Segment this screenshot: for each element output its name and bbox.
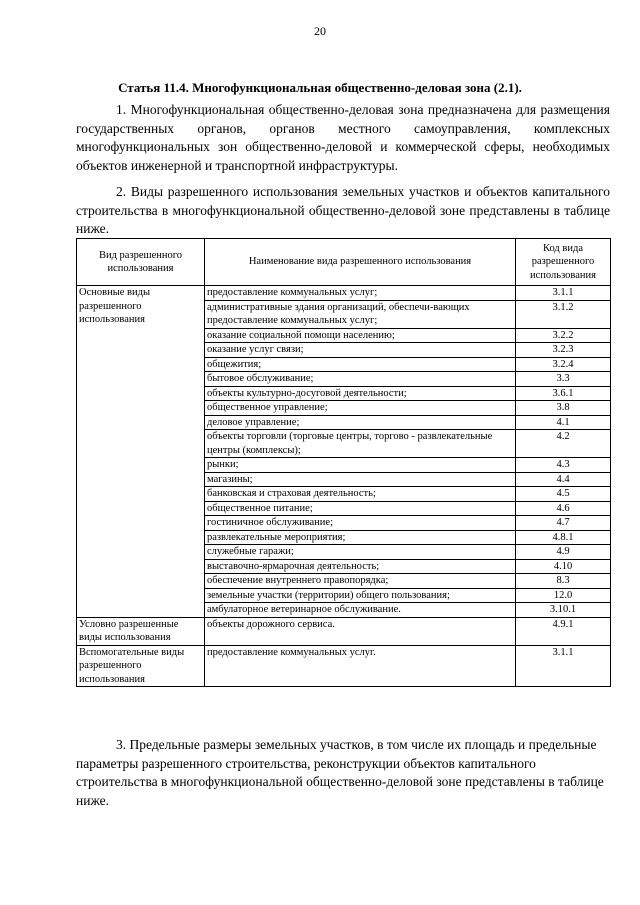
use-name: общественное питание; bbox=[205, 501, 516, 516]
use-code: 4.9.1 bbox=[516, 617, 611, 645]
paragraph-3: 3. Предельные размеры земельных участков, в том числе их площадь и предельные параметры разрешенного строительства, реконструкции объектов капитального строительства в многофункциональной общественно-деловой зоне представлены в таблице ниже. bbox=[76, 737, 604, 808]
category-main: Основные виды разрешенного использования bbox=[77, 286, 205, 618]
use-name: служебные гаражи; bbox=[205, 545, 516, 560]
auxiliary-uses-group bbox=[77, 645, 611, 687]
use-name: выставочно-ярмарочная деятельность; bbox=[205, 559, 516, 574]
table-header-row bbox=[77, 239, 611, 286]
use-code: 3.3 bbox=[516, 372, 611, 387]
use-name: оказание услуг связи; bbox=[205, 343, 516, 358]
use-code: 3.2.2 bbox=[516, 328, 611, 343]
use-name: развлекательные мероприятия; bbox=[205, 530, 516, 545]
table-row bbox=[77, 286, 611, 301]
use-code: 4.2 bbox=[516, 430, 611, 458]
use-code: 4.9 bbox=[516, 545, 611, 560]
use-code: 4.1 bbox=[516, 415, 611, 430]
use-code: 4.6 bbox=[516, 501, 611, 516]
use-code: 4.10 bbox=[516, 559, 611, 574]
use-name: объекты дорожного сервиса. bbox=[205, 617, 516, 645]
use-name: обеспечение внутреннего правопорядка; bbox=[205, 574, 516, 589]
use-name: общежития; bbox=[205, 357, 516, 372]
use-name: бытовое обслуживание; bbox=[205, 372, 516, 387]
use-code: 4.5 bbox=[516, 487, 611, 502]
use-name: объекты торговли (торговые центры, торгово - развлекательные центры (комплексы); bbox=[205, 430, 516, 458]
use-code: 3.2.4 bbox=[516, 357, 611, 372]
category-auxiliary: Вспомогательные виды разрешенного использования bbox=[77, 645, 205, 687]
use-name: оказание социальной помощи населению; bbox=[205, 328, 516, 343]
use-name: банковская и страховая деятельность; bbox=[205, 487, 516, 502]
permitted-uses-table bbox=[76, 238, 611, 687]
use-name: предоставление коммунальных услуг; bbox=[205, 286, 516, 301]
paragraph-2: 2. Виды разрешенного использования земельных участков и объектов капитального строительства в многофункциональной общественно-деловой зоне представлены в таблице ниже. bbox=[76, 184, 610, 236]
article-title: Статья 11.4. Многофункциональная общественно-деловая зона (2.1). bbox=[118, 80, 522, 95]
header-type: Вид разрешенного использования bbox=[77, 239, 205, 286]
use-code: 3.8 bbox=[516, 401, 611, 416]
table-row bbox=[77, 645, 611, 687]
use-code: 3.1.2 bbox=[516, 300, 611, 328]
use-code: 4.4 bbox=[516, 472, 611, 487]
use-name: общественное управление; bbox=[205, 401, 516, 416]
use-name: гостиничное обслуживание; bbox=[205, 516, 516, 531]
use-code: 4.8.1 bbox=[516, 530, 611, 545]
use-name: предоставление коммунальных услуг. bbox=[205, 645, 516, 687]
use-code: 8.3 bbox=[516, 574, 611, 589]
main-uses-group bbox=[77, 286, 611, 618]
use-code: 3.1.1 bbox=[516, 286, 611, 301]
use-code: 12.0 bbox=[516, 588, 611, 603]
conditional-uses-group bbox=[77, 617, 611, 645]
use-name: административные здания организаций, обеспечи-вающих предоставление коммунальных услуг; bbox=[205, 300, 516, 328]
use-name: деловое управление; bbox=[205, 415, 516, 430]
use-code: 3.6.1 bbox=[516, 386, 611, 401]
use-code: 3.1.1 bbox=[516, 645, 611, 687]
table-row bbox=[77, 617, 611, 645]
header-code: Код вида разрешенного использования bbox=[516, 239, 611, 286]
use-name: амбулаторное ветеринарное обслуживание. bbox=[205, 603, 516, 618]
paragraph-1: 1. Многофункциональная общественно-деловая зона предназначена для размещения государственных органов, органов местного самоуправления, комплексных многофункциональных зон общественно-деловой и коммерческой сферы, необходимых объектов инженерной и транспортной инфраструктуры. bbox=[76, 102, 610, 173]
use-code: 4.3 bbox=[516, 458, 611, 473]
use-name: земельные участки (территории) общего пользования; bbox=[205, 588, 516, 603]
use-name: магазины; bbox=[205, 472, 516, 487]
use-code: 4.7 bbox=[516, 516, 611, 531]
use-code: 3.2.3 bbox=[516, 343, 611, 358]
page-number: 20 bbox=[314, 24, 326, 38]
use-name: рынки; bbox=[205, 458, 516, 473]
use-name: объекты культурно-досуговой деятельности; bbox=[205, 386, 516, 401]
header-name: Наименование вида разрешенного использования bbox=[205, 239, 516, 286]
use-code: 3.10.1 bbox=[516, 603, 611, 618]
category-conditional: Условно разрешенные виды использования bbox=[77, 617, 205, 645]
